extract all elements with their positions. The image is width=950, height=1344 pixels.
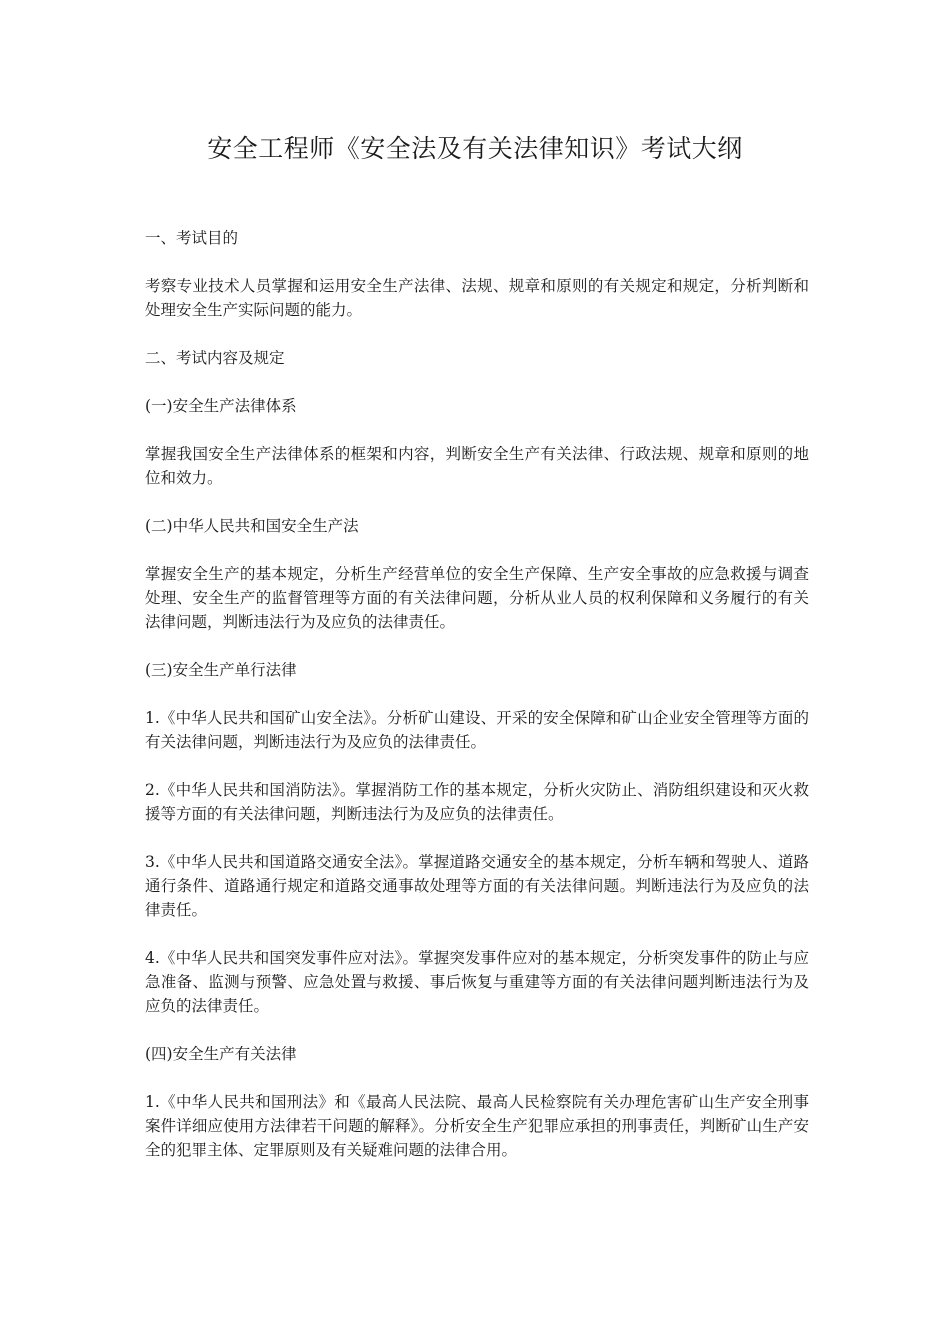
section-heading-content: 二、考试内容及规定	[145, 349, 285, 367]
subsection-heading-single-laws: (三)安全生产单行法律	[145, 661, 297, 679]
paragraph-legal-system: 掌握我国安全生产法律体系的框架和内容，判断安全生产有关法律、行政法规、规章和原则的地位和效力。	[145, 445, 809, 487]
paragraph-purpose: 考察专业技术人员掌握和运用安全生产法律、法规、规章和原则的有关规定和规定，分析判断和处理安全生产实际问题的能力。	[145, 277, 809, 319]
document-body	[145, 226, 809, 1186]
paragraph-criminal-law: 1.《中华人民共和国刑法》和《最高人民法院、最高人民检察院有关办理危害矿山生产安全刑事案件详细应使用方法律若干问题的解释》。分析安全生产犯罪应承担的刑事责任，判断矿山生产安全的犯罪主体、定罪原则及有关疑难问题的法律合用。	[145, 1093, 809, 1159]
section-heading-purpose: 一、考试目的	[145, 229, 239, 247]
paragraph-safety-law: 掌握安全生产的基本规定，分析生产经营单位的安全生产保障、生产安全事故的应急救援与调查处理、安全生产的监督管理等方面的有关法律问题，分析从业人员的权利保障和义务履行的有关法律问题，判断违法行为及应负的法律责任。	[145, 565, 809, 631]
subsection-heading-legal-system: (一)安全生产法律体系	[145, 397, 297, 415]
document-title: 安全工程师《安全法及有关法律知识》考试大纲	[207, 134, 743, 163]
subsection-heading-related-laws: (四)安全生产有关法律	[145, 1045, 297, 1063]
subsection-heading-safety-law: (二)中华人民共和国安全生产法	[145, 517, 359, 535]
paragraph-road-traffic-law: 3.《中华人民共和国道路交通安全法》。掌握道路交通安全的基本规定，分析车辆和驾驶人、道路通行条件、道路通行规定和道路交通事故处理等方面的有关法律问题。判断违法行为及应负的法律责任。	[145, 853, 809, 919]
paragraph-mine-safety-law: 1.《中华人民共和国矿山安全法》。分析矿山建设、开采的安全保障和矿山企业安全管理等方面的有关法律问题，判断违法行为及应负的法律责任。	[145, 709, 809, 751]
paragraph-fire-law: 2.《中华人民共和国消防法》。掌握消防工作的基本规定，分析火灾防止、消防组织建设和灭火救援等方面的有关法律问题，判断违法行为及应负的法律责任。	[145, 781, 809, 823]
paragraph-emergency-law: 4.《中华人民共和国突发事件应对法》。掌握突发事件应对的基本规定，分析突发事件的防止与应急准备、监测与预警、应急处置与救援、事后恢复与重建等方面的有关法律问题判断违法行为及应负的法律责任。	[145, 949, 809, 1015]
